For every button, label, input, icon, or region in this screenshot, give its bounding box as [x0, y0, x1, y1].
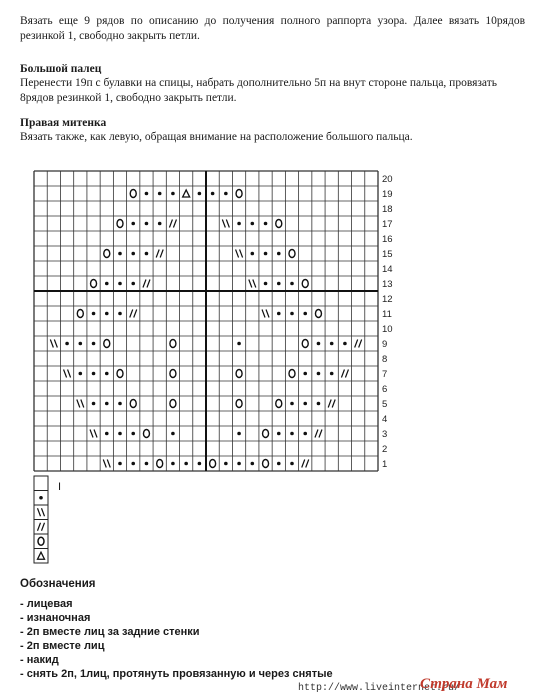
purl-dot: [290, 432, 294, 436]
slash-symbol: [302, 460, 305, 468]
purl-dot: [211, 192, 215, 196]
purl-dot: [303, 432, 307, 436]
backslash-symbol: [266, 310, 269, 318]
note-item: - лицевая: [20, 598, 73, 610]
yarn-over-circle: [276, 220, 282, 228]
backslash-symbol: [64, 370, 67, 378]
purl-dot: [131, 282, 135, 286]
right-mitten-paragraph: Вязать также, как левую, обращая внимание на расположение большого пальца.: [20, 131, 413, 143]
purl-dot: [92, 312, 96, 316]
row-number: 15: [382, 249, 393, 260]
purl-dot: [264, 222, 268, 226]
legend-backslash: [42, 508, 45, 516]
row-number: 8: [382, 354, 388, 365]
slash-symbol: [319, 430, 322, 438]
purl-dot: [277, 432, 281, 436]
yarn-over-circle: [315, 310, 321, 318]
row-number: 13: [382, 279, 393, 290]
legend-box: [34, 476, 48, 491]
purl-dot: [145, 222, 149, 226]
purl-dot: [251, 252, 255, 256]
legend-box: [34, 549, 48, 564]
purl-dot: [65, 342, 69, 346]
purl-dot: [171, 462, 175, 466]
row-number: 19: [382, 189, 393, 200]
purl-dot: [290, 462, 294, 466]
purl-dot: [118, 432, 122, 436]
yarn-over-circle: [130, 190, 136, 198]
slash-symbol: [355, 340, 358, 348]
purl-dot: [131, 222, 135, 226]
yarn-over-circle: [170, 370, 176, 378]
note-item: - изнаночная: [20, 612, 91, 624]
yarn-over-circle: [104, 250, 110, 258]
yarn-over-circle: [104, 340, 110, 348]
row-number: 11: [382, 309, 392, 320]
slash-symbol: [147, 280, 150, 288]
purl-dot: [79, 372, 83, 376]
backslash-symbol: [90, 430, 93, 438]
purl-dot: [92, 372, 96, 376]
backslash-symbol: [81, 400, 84, 408]
yarn-over-circle: [302, 280, 308, 288]
purl-dot: [118, 252, 122, 256]
backslash-symbol: [226, 220, 229, 228]
site-watermark: Страна Мам: [420, 676, 508, 692]
purl-dot: [290, 312, 294, 316]
backslash-symbol: [240, 250, 243, 258]
purl-dot: [251, 462, 255, 466]
slash-symbol: [134, 310, 137, 318]
yarn-over-circle: [236, 400, 242, 408]
row-number: 18: [382, 204, 393, 215]
backslash-symbol: [77, 400, 80, 408]
purl-dot: [317, 342, 321, 346]
purl-dot: [131, 432, 135, 436]
row-number: 16: [382, 234, 393, 245]
slash-symbol: [332, 400, 335, 408]
thumb-heading: Большой палец: [20, 63, 102, 75]
purl-dot: [118, 402, 122, 406]
purl-dot: [237, 432, 241, 436]
slash-symbol: [315, 430, 318, 438]
yarn-over-circle: [236, 370, 242, 378]
purl-dot: [92, 342, 96, 346]
purl-dot: [317, 402, 321, 406]
slash-symbol: [359, 340, 362, 348]
yarn-over-circle: [157, 460, 163, 468]
yarn-over-circle: [302, 340, 308, 348]
yarn-over-circle: [130, 400, 136, 408]
purl-dot: [105, 312, 109, 316]
purl-dot: [79, 342, 83, 346]
slash-symbol: [306, 460, 309, 468]
backslash-symbol: [94, 430, 97, 438]
purl-dot: [317, 372, 321, 376]
yarn-over-circle: [263, 460, 269, 468]
row-number: 4: [382, 414, 388, 425]
slash-symbol: [169, 220, 172, 228]
legend-triangle: [38, 552, 45, 559]
yarn-over-circle: [117, 220, 123, 228]
purl-dot: [264, 252, 268, 256]
purl-dot: [198, 462, 202, 466]
notes-title: Обозначения: [20, 578, 96, 590]
purl-dot: [198, 192, 202, 196]
purl-dot: [118, 282, 122, 286]
backslash-symbol: [107, 460, 110, 468]
legend-box: [34, 534, 48, 549]
backslash-symbol: [54, 340, 57, 348]
purl-dot: [184, 462, 188, 466]
purl-dot: [131, 252, 135, 256]
row-number: 7: [382, 369, 388, 380]
purl-dot: [105, 432, 109, 436]
yarn-over-circle: [91, 280, 97, 288]
purl-dot: [237, 462, 241, 466]
slash-symbol: [143, 280, 146, 288]
purl-dot: [131, 462, 135, 466]
purl-dot: [251, 222, 255, 226]
row-number: 12: [382, 294, 393, 305]
purl-dot: [303, 312, 307, 316]
yarn-over-circle: [263, 430, 269, 438]
legend-circle: [38, 537, 44, 545]
purl-dot: [171, 432, 175, 436]
purl-dot: [277, 282, 281, 286]
purl-dot: [303, 402, 307, 406]
yarn-over-circle: [276, 400, 282, 408]
yarn-over-circle: [236, 190, 242, 198]
note-item: - 2п вместе лиц: [20, 640, 105, 652]
yarn-over-circle: [289, 250, 295, 258]
yarn-over-circle: [143, 430, 149, 438]
backslash-symbol: [262, 310, 265, 318]
slash-symbol: [173, 220, 176, 228]
backslash-symbol: [249, 280, 252, 288]
purl-dot: [224, 462, 228, 466]
yarn-over-circle: [210, 460, 216, 468]
yarn-over-circle: [170, 400, 176, 408]
backslash-symbol: [222, 220, 225, 228]
yarn-over-circle: [289, 370, 295, 378]
purl-dot: [277, 312, 281, 316]
row-number: 14: [382, 264, 393, 275]
row-number: 5: [382, 399, 388, 410]
slash-symbol: [345, 370, 348, 378]
slash-symbol: [341, 370, 344, 378]
purl-dot: [290, 402, 294, 406]
legend-label: I: [58, 481, 62, 493]
row-number: 20: [382, 174, 393, 185]
purl-dot: [118, 462, 122, 466]
slash-symbol: [328, 400, 331, 408]
purl-dot: [145, 252, 149, 256]
slash-symbol: [130, 310, 133, 318]
intro-paragraph: Вязать еще 9 рядов по описанию до получения полного раппорта узора. Далее вязать 10рядов резинкой 1, свободно закрыть петли.: [20, 15, 525, 42]
purl-dot: [224, 192, 228, 196]
purl-dot: [264, 282, 268, 286]
purl-dot: [145, 192, 149, 196]
slash-symbol: [156, 250, 159, 258]
purl-dot: [343, 342, 347, 346]
legend-box: [34, 505, 48, 520]
purl-dot: [330, 372, 334, 376]
slash-symbol: [160, 250, 163, 258]
purl-dot: [330, 342, 334, 346]
right-mitten-heading: Правая митенка: [20, 117, 107, 129]
backslash-symbol: [50, 340, 53, 348]
note-item: - 2п вместе лиц за задние стенки: [20, 626, 200, 638]
legend-slash: [38, 523, 41, 531]
backslash-symbol: [253, 280, 256, 288]
purl-dot: [158, 222, 162, 226]
purl-dot: [237, 342, 241, 346]
yarn-over-circle: [117, 370, 123, 378]
legend-backslash: [38, 508, 41, 516]
purl-dot: [290, 282, 294, 286]
purl-dot: [277, 252, 281, 256]
legend-slash: [42, 523, 45, 531]
purl-dot: [145, 462, 149, 466]
row-number: 3: [382, 429, 388, 440]
row-number: 1: [382, 459, 388, 470]
row-number: 9: [382, 339, 388, 350]
backslash-symbol: [236, 250, 239, 258]
note-item: - накид: [20, 654, 59, 666]
purl-dot: [158, 192, 162, 196]
triangle-symbol: [183, 190, 190, 197]
purl-dot: [105, 372, 109, 376]
purl-dot: [171, 192, 175, 196]
purl-dot: [92, 402, 96, 406]
row-number: 6: [382, 384, 388, 395]
row-number: 10: [382, 324, 393, 335]
purl-dot: [277, 462, 281, 466]
yarn-over-circle: [170, 340, 176, 348]
yarn-over-circle: [77, 310, 83, 318]
purl-dot: [303, 372, 307, 376]
thumb-paragraph: Перенести 19п с булавки на спицы, набрать дополнительно 5п на внут стороне пальца, провязать 8рядов резинкой 1, свободно закрыть петли.: [20, 77, 498, 104]
row-number: 2: [382, 444, 388, 455]
backslash-symbol: [103, 460, 106, 468]
purl-dot: [118, 312, 122, 316]
legend-box: [34, 520, 48, 535]
purl-dot: [105, 282, 109, 286]
legend-dot: [39, 496, 43, 500]
purl-dot: [105, 402, 109, 406]
row-number: 17: [382, 219, 393, 230]
purl-dot: [237, 222, 241, 226]
backslash-symbol: [68, 370, 71, 378]
source-url: http://www.liveinternet.ru/: [298, 683, 461, 694]
note-item: - снять 2п, 1лиц, протянуть провязанную и через снятые: [20, 668, 333, 680]
